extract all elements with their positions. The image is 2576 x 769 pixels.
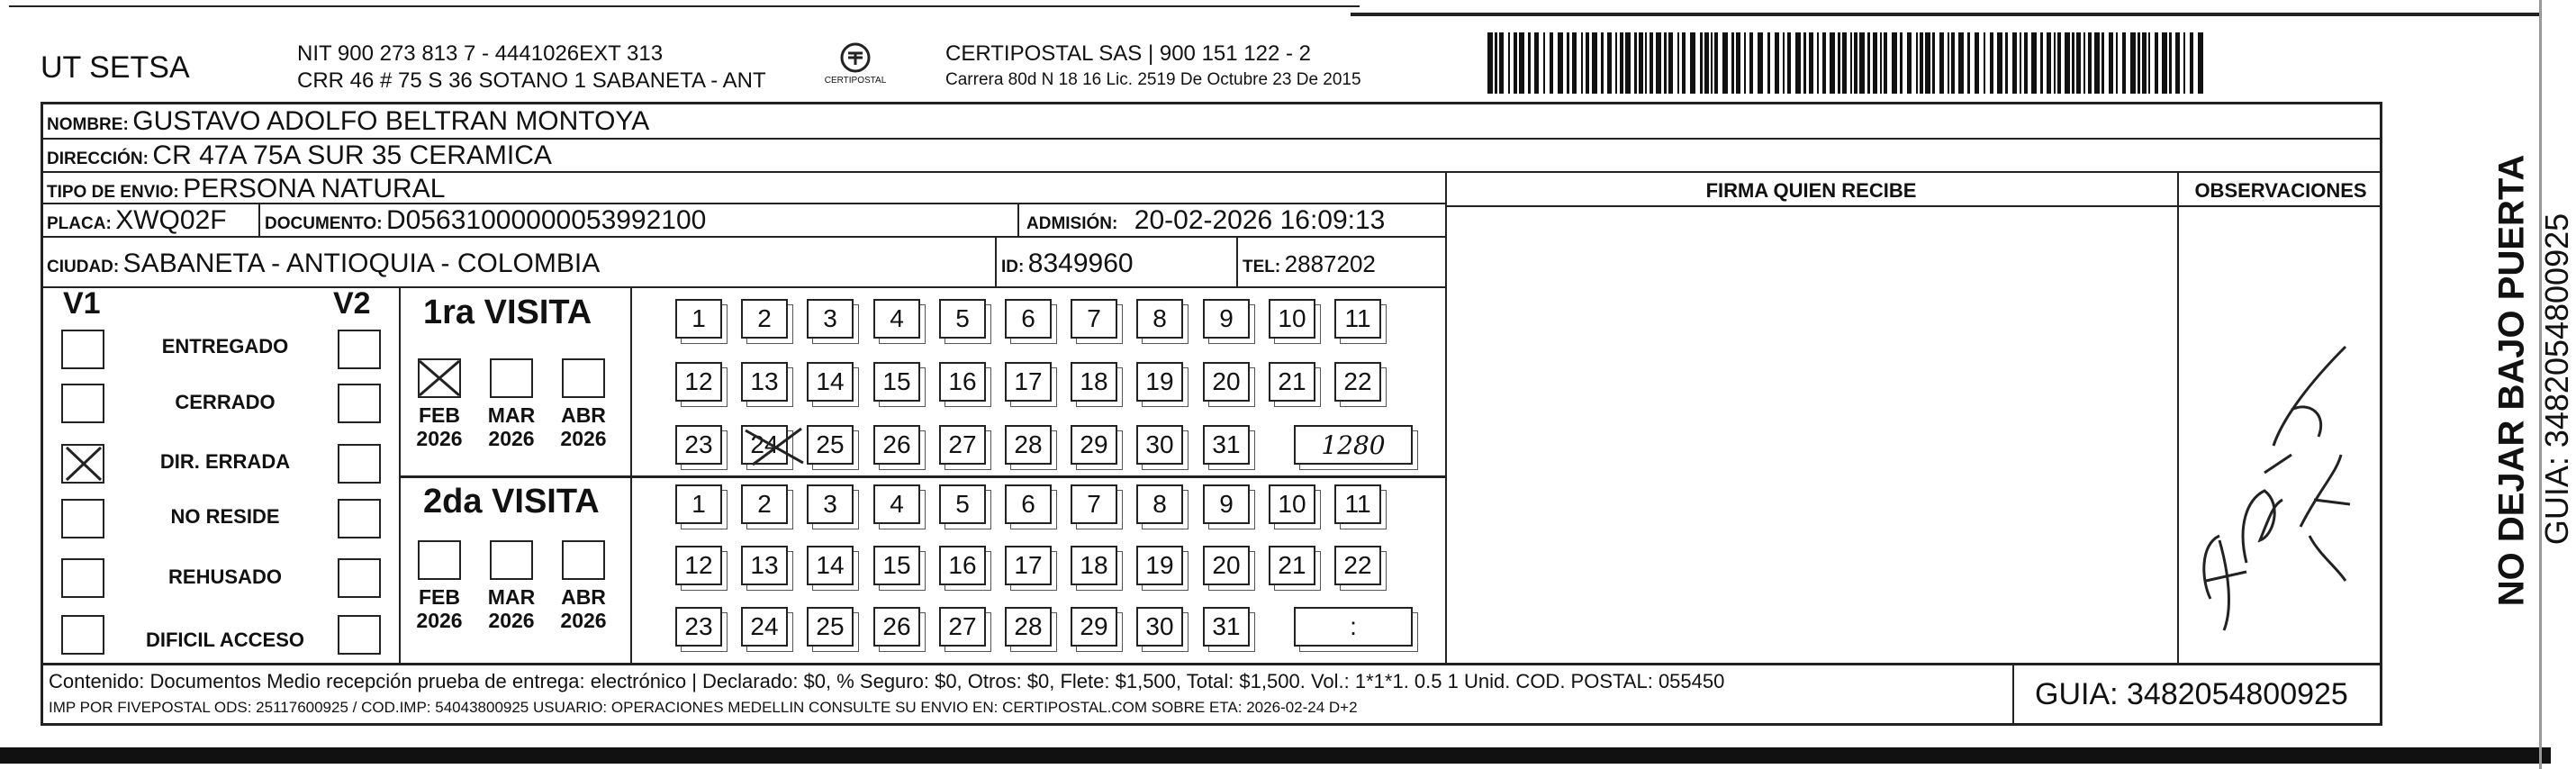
nombre-label: NOMBRE: <box>47 115 129 134</box>
barcode-bar <box>1581 32 1583 94</box>
barcode-bar <box>1767 32 1770 94</box>
col-id <box>995 236 997 286</box>
first-visit-month-label: FEB <box>419 403 460 427</box>
first-visit-time: 1280 <box>1294 425 1413 465</box>
first-visit-day-box[interactable]: 13 <box>741 362 788 402</box>
barcode-bar <box>1830 32 1835 94</box>
second-visit-month-year: 2026 <box>488 609 535 632</box>
barcode-bar <box>1607 32 1612 94</box>
first-visit-day-box[interactable]: 15 <box>873 362 920 402</box>
barcode-bar <box>1775 32 1779 94</box>
second-visit-day-box[interactable]: 20 <box>1203 546 1250 585</box>
second-visit-day-box[interactable]: 13 <box>741 546 788 585</box>
barcode-bar <box>1731 32 1734 94</box>
ciudad-value: SABANETA - ANTIOQUIA - COLOMBIA <box>122 249 601 278</box>
v2-checkbox[interactable] <box>338 615 381 655</box>
first-visit-month-year: 2026 <box>560 427 607 450</box>
first-visit-day-box[interactable]: 31 <box>1203 425 1250 465</box>
second-visit-day-box[interactable]: 15 <box>873 546 920 585</box>
barcode-bar <box>1567 32 1569 94</box>
first-visit-day-box[interactable]: 18 <box>1071 362 1117 402</box>
barcode-bar <box>1572 32 1577 94</box>
barcode-bar <box>2057 32 2061 94</box>
barcode-bar <box>1634 32 1637 94</box>
barcode-bar <box>2012 32 2017 94</box>
second-visit-day-box[interactable]: 8 <box>1136 484 1183 524</box>
tipo-label: TIPO DE ENVIO: <box>47 183 179 202</box>
barcode-bar <box>1700 32 1703 94</box>
barcode-bar <box>1880 32 1882 94</box>
barcode-bar <box>2155 32 2158 94</box>
barcode-bar <box>2142 32 2147 94</box>
status-label: CERRADO <box>175 391 276 413</box>
barcode-bar <box>2169 32 2172 94</box>
handwritten-observation-icon <box>2183 311 2364 644</box>
id-cell <box>1001 249 1134 279</box>
v2-checkbox[interactable] <box>338 330 381 369</box>
license-line: Carrera 80d N 18 16 Lic. 2519 De Octubre 23 De 2015 <box>945 70 1361 89</box>
barcode-bar <box>2148 32 2150 94</box>
second-visit-day-box[interactable]: 5 <box>939 484 986 524</box>
bottom-edge <box>0 747 2551 764</box>
barcode-bar <box>1884 32 1887 94</box>
barcode-bar <box>2162 32 2167 94</box>
id-value: 8349960 <box>1027 249 1134 278</box>
ciudad-cell <box>47 249 600 279</box>
v1-checkbox[interactable] <box>61 384 104 423</box>
first-visit-day-box[interactable]: 22 <box>1334 362 1381 402</box>
admision-cell <box>1026 205 1385 236</box>
barcode-bar <box>2083 32 2085 94</box>
v2-checkbox[interactable] <box>338 384 381 423</box>
barcode-bar <box>1920 32 1923 94</box>
barcode-bar <box>2072 32 2074 94</box>
footer-imp: IMP POR FIVEPOSTAL ODS: 25117600925 / COD.IMP: 54043800925 USUARIO: OPERACIONES MEDELLIN CONSULTE SU ENVIO EN: CERTIPOSTAL.COM SOBRE ETA: 2026-02-24 D+2 <box>49 699 1358 716</box>
second-visit-day-box[interactable]: 10 <box>1269 484 1315 524</box>
tel-label: TEL: <box>1243 258 1281 276</box>
first-visit-day-box[interactable]: 11 <box>1334 299 1381 339</box>
tipo-row <box>47 174 445 204</box>
second-visit-day-box[interactable]: 30 <box>1136 607 1183 647</box>
barcode-bar <box>1586 32 1589 94</box>
barcode-bar <box>1990 32 1993 94</box>
barcode-bar <box>2005 32 2008 94</box>
first-visit-day-box[interactable]: 30 <box>1136 425 1183 465</box>
second-visit-day-box[interactable]: 24 <box>741 607 788 647</box>
barcode-bar <box>1932 32 1935 94</box>
second-visit-day-box[interactable]: 4 <box>873 484 920 524</box>
barcode-bar <box>1620 32 1623 94</box>
side-notice: NO DEJAR BAJO PUERTA <box>2491 154 2532 607</box>
barcode-bar <box>2088 32 2092 94</box>
first-visit-day-box[interactable]: 10 <box>1269 299 1315 339</box>
footer-guia: GUIA: 3482054800925 <box>2035 677 2348 711</box>
col-admision <box>1017 203 1019 237</box>
first-visit-day-box[interactable]: 25 <box>807 425 854 465</box>
first-visit-day-box[interactable]: 7 <box>1071 299 1117 339</box>
second-visit-day-box[interactable]: 12 <box>675 546 722 585</box>
day-24-x-mark-icon <box>740 423 812 468</box>
barcode-bar <box>1550 32 1553 94</box>
barcode-bar <box>2040 32 2043 94</box>
v1-checkbox[interactable] <box>61 615 104 655</box>
barcode-bar <box>2183 32 2185 94</box>
footer-contenido: Contenido: Documentos Medio recepción prueba de entrega: electrónico | Declarado: $0, % Seguro: $0, Otros: $0, Flete: $1,500, Total: $1,500. Vol.: 1*1*1. 0.5 1 Unid. COD. POSTAL: 055450 <box>49 670 1725 692</box>
observaciones-header: OBSERVACIONES <box>2194 179 2367 202</box>
second-visit-day-box[interactable]: 19 <box>1136 546 1183 585</box>
barcode-bar <box>1958 32 1964 94</box>
second-visit-time: : <box>1294 607 1413 647</box>
barcode-bar <box>1615 32 1617 94</box>
tel-cell <box>1243 250 1376 278</box>
barcode-bar <box>1534 32 1539 94</box>
top-edge <box>9 5 1360 7</box>
status-label: DIR. ERRADA <box>159 450 291 473</box>
barcode-bar <box>2024 32 2028 94</box>
second-visit-day-box[interactable]: 22 <box>1334 546 1381 585</box>
barcode-bar <box>1744 32 1746 94</box>
first-visit-day-box[interactable]: 5 <box>939 299 986 339</box>
ciudad-label: CIUDAD: <box>47 258 120 276</box>
certipostal-logo <box>824 40 887 90</box>
placa-value: XWQ02F <box>115 205 227 235</box>
first-visit-day-box[interactable]: 27 <box>939 425 986 465</box>
second-visit-day-box[interactable]: 27 <box>939 607 986 647</box>
second-visit-day-box[interactable]: 7 <box>1071 484 1117 524</box>
first-visit-day-box[interactable]: 1 <box>675 299 722 339</box>
top-edge-right <box>1351 13 2539 16</box>
status-label: REHUSADO <box>168 565 282 588</box>
barcode-bar <box>1854 32 1857 94</box>
second-visit-month-checkbox[interactable] <box>490 540 533 580</box>
direccion-row <box>47 140 552 171</box>
barcode-bar <box>1873 32 1877 94</box>
second-visit-day-box[interactable]: 21 <box>1269 546 1315 585</box>
id-label: ID: <box>1001 258 1025 276</box>
barcode-bar <box>1838 32 1840 94</box>
first-visit-day-box[interactable]: 6 <box>1005 299 1052 339</box>
barcode <box>1487 32 2203 94</box>
placa-label: PLACA: <box>47 214 112 233</box>
nombre-row <box>47 106 649 137</box>
first-visit-day-box[interactable]: 29 <box>1071 425 1117 465</box>
v1-checkbox[interactable] <box>61 558 104 598</box>
second-visit-day-box[interactable]: 16 <box>939 546 986 585</box>
placa-cell <box>47 205 227 236</box>
first-visit-day-box[interactable]: 12 <box>675 362 722 402</box>
barcode-bar <box>1499 32 1504 94</box>
first-visit-day-box[interactable]: 23 <box>675 425 722 465</box>
visit-divider <box>399 475 1445 478</box>
barcode-bar <box>1668 32 1673 94</box>
barcode-bar <box>1916 32 1918 94</box>
second-visit-day-box[interactable]: 6 <box>1005 484 1052 524</box>
second-visit-month-label: MAR <box>487 585 536 609</box>
second-visit-title: 2da VISITA <box>423 483 600 520</box>
barcode-bar <box>1514 32 1517 94</box>
barcode-bar <box>1749 32 1753 94</box>
first-visit-day-box[interactable]: 26 <box>873 425 920 465</box>
first-visit-day-box[interactable]: 9 <box>1203 299 1250 339</box>
v2-checkbox[interactable] <box>338 558 381 598</box>
barcode-bar <box>1495 32 1497 94</box>
second-visit-day-box[interactable]: 28 <box>1005 607 1052 647</box>
first-visit-month-year: 2026 <box>416 427 463 450</box>
barcode-bar <box>1850 32 1852 94</box>
col-placa <box>258 203 260 237</box>
barcode-bar <box>1677 32 1679 94</box>
row-line-2 <box>41 171 2382 173</box>
tel-value: 2887202 <box>1284 250 1376 277</box>
barcode-bar <box>1795 32 1801 94</box>
first-visit-day-box[interactable]: 16 <box>939 362 986 402</box>
barcode-bar <box>1809 32 1813 94</box>
side-guia: GUIA: 3482054800925 <box>2538 213 2575 546</box>
admision-value: 20-02-2026 16:09:13 <box>1134 205 1386 235</box>
v2-checkbox[interactable] <box>338 444 381 484</box>
status-label: ENTREGADO <box>161 335 289 357</box>
v1-checkbox[interactable] <box>61 330 104 369</box>
second-visit-day-box[interactable]: 17 <box>1005 546 1052 585</box>
v2-checkbox[interactable] <box>338 499 381 538</box>
row-line-5 <box>41 286 1445 288</box>
barcode-bar <box>1892 32 1897 94</box>
v2-label: V2 <box>333 286 371 321</box>
barcode-bar <box>1714 32 1718 94</box>
barcode-bar <box>1704 32 1709 94</box>
first-visit-month-year: 2026 <box>488 427 535 450</box>
first-visit-title: 1ra VISITA <box>423 294 592 331</box>
address-line: CRR 46 # 75 S 36 SOTANO 1 SABANETA - ANT <box>297 68 766 93</box>
barcode-bar <box>1528 32 1531 94</box>
barcode-bar <box>1487 32 1493 94</box>
logo-text: CERTIPOSTAL <box>824 76 887 86</box>
second-visit-day-box[interactable]: 2 <box>741 484 788 524</box>
col-line-firma <box>1445 173 1447 665</box>
second-visit-day-box[interactable]: 9 <box>1203 484 1250 524</box>
barcode-bar <box>1925 32 1930 94</box>
second-visit-month-label: FEB <box>419 585 460 609</box>
col-guia <box>2012 663 2014 726</box>
first-visit-day-box[interactable]: 19 <box>1136 362 1183 402</box>
barcode-bar <box>2190 32 2193 94</box>
second-visit-month-year: 2026 <box>416 609 463 632</box>
documento-label: DOCUMENTO: <box>265 214 383 233</box>
second-visit-day-box[interactable]: 29 <box>1071 607 1117 647</box>
barcode-bar <box>1859 32 1865 94</box>
barcode-bar <box>1601 32 1604 94</box>
barcode-bar <box>1639 32 1643 94</box>
barcode-bar <box>1975 32 1979 94</box>
barcode-bar <box>1997 32 2002 94</box>
barcode-bar <box>1519 32 1524 94</box>
barcode-bar <box>2031 32 2037 94</box>
documento-value: D05631000000053992100 <box>386 205 707 235</box>
status-label: NO RESIDE <box>170 505 280 528</box>
barcode-bar <box>1939 32 1944 94</box>
second-visit-day-box[interactable]: 11 <box>1334 484 1381 524</box>
barcode-bar <box>1508 32 1510 94</box>
first-visit-day-box[interactable]: 28 <box>1005 425 1052 465</box>
barcode-bar <box>1690 32 1695 94</box>
barcode-bar <box>1722 32 1728 94</box>
barcode-bar <box>1822 32 1826 94</box>
second-visit-day-box[interactable]: 23 <box>675 607 722 647</box>
barcode-bar <box>1645 32 1647 94</box>
first-visit-month-label: MAR <box>487 403 536 427</box>
barcode-bar <box>2122 32 2126 94</box>
barcode-bar <box>1948 32 1949 94</box>
first-visit-month-checkbox[interactable] <box>562 358 605 398</box>
barcode-bar <box>1650 32 1653 94</box>
barcode-bar <box>1787 32 1791 94</box>
barcode-bar <box>1967 32 1970 94</box>
barcode-bar <box>1951 32 1955 94</box>
barcode-bar <box>1543 32 1545 94</box>
barcode-bar <box>2109 32 2113 94</box>
barcode-bar <box>1625 32 1631 94</box>
row-line-3-right <box>1445 205 2382 207</box>
second-visit-month-checkbox[interactable] <box>418 540 461 580</box>
barcode-bar <box>2094 32 2100 94</box>
nombre-value: GUSTAVO ADOLFO BELTRAN MONTOYA <box>132 106 650 136</box>
barcode-bar <box>2198 32 2203 94</box>
barcode-bar <box>2054 32 2056 94</box>
first-visit-day-box[interactable]: 3 <box>807 299 854 339</box>
first-visit-day-box[interactable]: 2 <box>741 299 788 339</box>
first-visit-day-box[interactable]: 4 <box>873 299 920 339</box>
barcode-bar <box>1900 32 1903 94</box>
barcode-bar <box>1736 32 1740 94</box>
second-visit-day-box[interactable]: 1 <box>675 484 722 524</box>
second-visit-month-checkbox[interactable] <box>562 540 605 580</box>
barcode-bar <box>1984 32 1985 94</box>
barcode-bar <box>1592 32 1597 94</box>
direccion-label: DIRECCIÓN: <box>47 149 149 168</box>
certipostal-line: CERTIPOSTAL SAS | 900 151 122 - 2 <box>945 41 1311 66</box>
second-visit-day-box[interactable]: 26 <box>873 607 920 647</box>
direccion-value: CR 47A 75A SUR 35 CERAMICA <box>152 140 552 170</box>
barcode-bar <box>2101 32 2104 94</box>
v1-checkbox[interactable] <box>61 499 104 538</box>
col-tel <box>1236 236 1238 286</box>
col-line-obs <box>2177 173 2179 665</box>
nit-line: NIT 900 273 813 7 - 4441026EXT 313 <box>297 41 664 66</box>
second-visit-month-year: 2026 <box>560 609 607 632</box>
barcode-bar <box>2020 32 2021 94</box>
firma-header: FIRMA QUIEN RECIBE <box>1705 179 1917 202</box>
first-visit-day-box[interactable]: 24 <box>741 425 788 465</box>
barcode-bar <box>1842 32 1847 94</box>
barcode-bar <box>1664 32 1667 94</box>
first-visit-month-checkbox[interactable] <box>490 358 533 398</box>
tipo-value: PERSONA NATURAL <box>183 174 446 204</box>
barcode-bar <box>1907 32 1912 94</box>
second-visit-day-box[interactable]: 25 <box>807 607 854 647</box>
barcode-bar <box>1656 32 1661 94</box>
barcode-bar <box>2130 32 2136 94</box>
barcode-bar <box>2116 32 2118 94</box>
barcode-bar <box>2065 32 2070 94</box>
company-name: UT SETSA <box>41 50 190 85</box>
admision-label: ADMISIÓN: <box>1026 214 1118 233</box>
barcode-bar <box>1558 32 1563 94</box>
row-line-4 <box>41 236 1445 238</box>
second-visit-month-label: ABR <box>561 585 606 609</box>
first-visit-month-label: ABR <box>561 403 606 427</box>
footer-line <box>41 663 2382 665</box>
barcode-bar <box>2138 32 2140 94</box>
row-line-1 <box>41 138 2382 140</box>
feb-x-mark-icon <box>416 357 463 399</box>
first-visit-day-box[interactable]: 14 <box>807 362 854 402</box>
status-label: DIFICIL ACCESO <box>145 629 304 651</box>
barcode-bar <box>1783 32 1785 94</box>
dir-errada-x-mark-icon <box>61 444 104 484</box>
barcode-bar <box>2175 32 2180 94</box>
first-visit-day-box[interactable]: 21 <box>1269 362 1315 402</box>
second-visit-day-box[interactable]: 31 <box>1203 607 1250 647</box>
barcode-bar <box>1682 32 1686 94</box>
first-visit-day-box[interactable]: 17 <box>1005 362 1052 402</box>
barcode-icon <box>1487 32 2203 94</box>
first-visit-day-box[interactable]: 20 <box>1203 362 1250 402</box>
barcode-bar <box>1817 32 1819 94</box>
documento-cell <box>265 205 706 236</box>
second-visit-day-box[interactable]: 3 <box>807 484 854 524</box>
barcode-bar <box>1867 32 1870 94</box>
second-visit-day-box[interactable]: 18 <box>1071 546 1117 585</box>
first-visit-day-box[interactable]: 8 <box>1136 299 1183 339</box>
barcode-bar <box>1711 32 1713 94</box>
barcode-bar <box>2076 32 2081 94</box>
v1-label: V1 <box>63 286 101 321</box>
barcode-bar <box>1803 32 1806 94</box>
barcode-bar <box>1758 32 1763 94</box>
second-visit-day-box[interactable]: 14 <box>807 546 854 585</box>
barcode-bar <box>2047 32 2051 94</box>
